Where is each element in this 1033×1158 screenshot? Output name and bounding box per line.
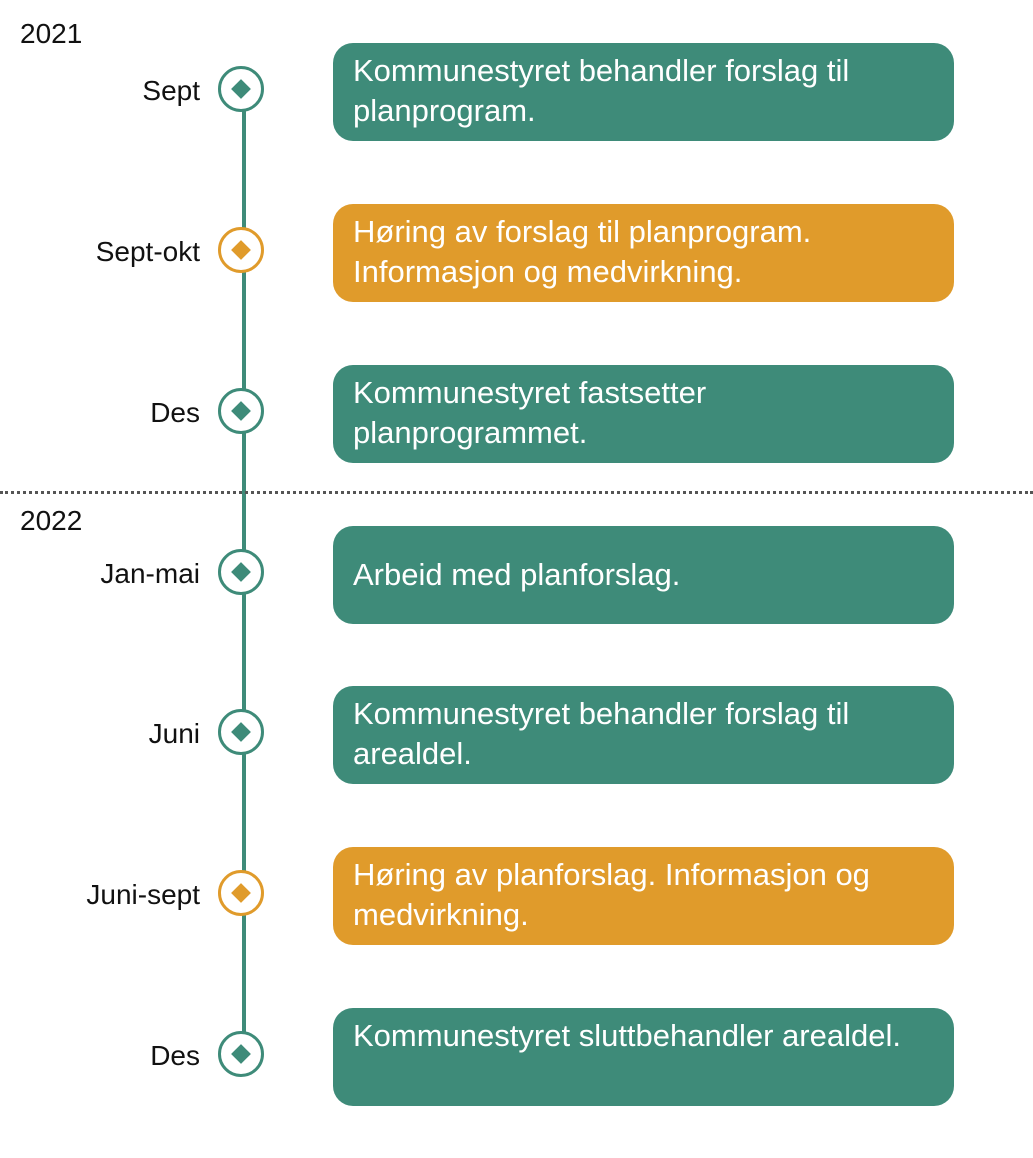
event-card: Arbeid med planforslag. [333, 526, 954, 624]
timeline-event [0, 686, 1033, 784]
event-date-label: Des [150, 397, 200, 428]
diamond-marker-icon [218, 1031, 264, 1077]
event-card: Kommunestyret behandler forslag til planprogram. [333, 43, 954, 141]
event-card: Høring av planforslag. Informasjon og medvirkning. [333, 847, 954, 945]
year-label-2022: 2022 [20, 505, 83, 536]
event-date-label: Jan-mai [100, 558, 200, 589]
event-card: Kommunestyret fastsetter planprogrammet. [333, 365, 954, 463]
event-date-label: Sept-okt [95, 236, 200, 267]
diamond-marker-icon [218, 388, 264, 434]
diamond-marker-icon [218, 227, 264, 273]
diamond-marker-icon [218, 549, 264, 595]
timeline-event [0, 1008, 1033, 1106]
timeline-event [0, 365, 1033, 463]
diamond-marker-icon [218, 66, 264, 112]
event-card: Kommunestyret behandler forslag til arealdel. [333, 686, 954, 784]
timeline-event [0, 526, 1033, 624]
event-date-label: Juni [148, 718, 200, 749]
year-divider [0, 491, 1033, 494]
event-date-label: Sept [142, 75, 200, 106]
diamond-marker-icon [218, 870, 264, 916]
timeline-event [0, 204, 1033, 302]
timeline-event [0, 847, 1033, 945]
event-date-label: Juni-sept [86, 879, 200, 910]
event-card: Kommunestyret sluttbehandler arealdel. [333, 1008, 954, 1106]
year-label-2021: 2021 [20, 18, 83, 49]
timeline-event [0, 43, 1033, 141]
diamond-marker-icon [218, 709, 264, 755]
event-date-label: Des [150, 1040, 200, 1071]
event-card: Høring av forslag til planprogram. Informasjon og medvirkning. [333, 204, 954, 302]
